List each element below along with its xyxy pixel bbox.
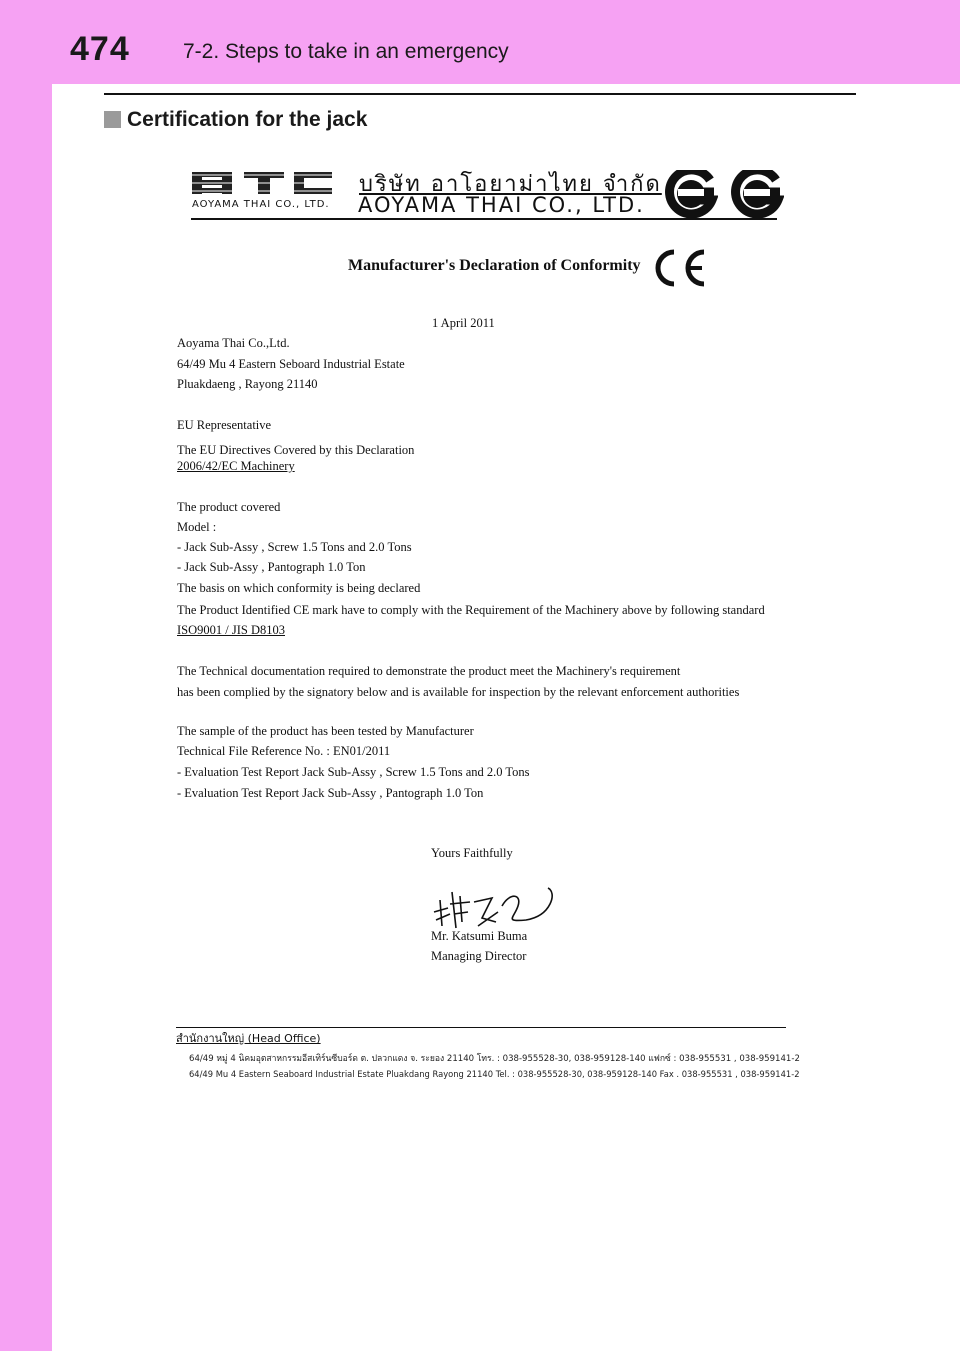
logo-subtitle: AOYAMA THAI CO., LTD. xyxy=(192,199,330,210)
eu-representative: EU Representative xyxy=(177,418,272,432)
tuv-certification-icon-2 xyxy=(730,170,784,218)
closing: Yours Faithfully xyxy=(431,846,513,860)
test-line: - Evaluation Test Report Jack Sub-Assy , Pantograph 1.0 Ton xyxy=(177,786,484,800)
test-line: - Evaluation Test Report Jack Sub-Assy , Screw 1.5 Tons and 2.0 Tons xyxy=(177,765,530,779)
product-label: The product covered xyxy=(177,500,281,514)
test-line: The sample of the product has been tested by Manufacturer xyxy=(177,724,474,738)
address-line: Aoyama Thai Co.,Ltd. xyxy=(177,336,290,350)
subheading xyxy=(104,108,367,132)
directives-label: The EU Directives Covered by this Declaration xyxy=(177,443,415,457)
standard-value: ISO9001 / JIS D8103 xyxy=(177,623,285,637)
tech-doc-line: The Technical documentation required to demonstrate the product meet the Machinery's requirement xyxy=(177,664,681,678)
letterhead-rule xyxy=(191,218,777,220)
signer-name: Mr. Katsumi Buma xyxy=(431,929,528,943)
requirement-text: The Product Identified CE mark have to comply with the Requirement of the Machinery above by following standard xyxy=(177,603,765,617)
company-english-name: AOYAMA THAI CO., LTD. xyxy=(358,193,645,217)
model-item: - Jack Sub-Assy , Screw 1.5 Tons and 2.0 Tons xyxy=(177,540,412,554)
tuv-certification-icon xyxy=(664,170,718,218)
bullet-square-icon xyxy=(104,111,121,128)
footer-address-english: 64/49 Mu 4 Eastern Seaboard Industrial Estate Pluakdang Rayong 21140 Tel. : 038-955528-30, 038-959128-140 Fax . 038-955531 , 038-959141-2 xyxy=(189,1070,800,1080)
signature-icon xyxy=(430,882,560,932)
declaration-title: Manufacturer's Declaration of Conformity xyxy=(348,257,641,274)
model-label: Model : xyxy=(177,520,217,534)
signer-title: Managing Director xyxy=(431,949,527,963)
address-line: 64/49 Mu 4 Eastern Seboard Industrial Estate xyxy=(177,357,405,371)
footer-head-office: สำนักงานใหญ่ (Head Office) xyxy=(176,1032,321,1045)
page-number: 474 xyxy=(70,30,130,68)
ce-mark-icon xyxy=(648,246,710,290)
model-item: - Jack Sub-Assy , Pantograph 1.0 Ton xyxy=(177,560,366,574)
margin-band xyxy=(0,84,52,1351)
section-title: 7-2. Steps to take in an emergency xyxy=(183,40,509,63)
footer-address-thai: 64/49 หมู่ 4 นิคมอุตสาหกรรมอีสเทิร์นซีบอร์ด ต. ปลวกแดง จ. ระยอง 21140 โทร. : 038-955528-30, 038-959128-140 แฟกซ์ : 038-955531 , 038-959141-2 xyxy=(189,1054,800,1064)
company-thai-name: บริษัท อาโอยาม่าไทย จำกัด xyxy=(359,172,662,197)
test-line: Technical File Reference No. : EN01/2011 xyxy=(177,744,391,758)
header-rule xyxy=(104,93,856,95)
declaration-date: 1 April 2011 xyxy=(432,316,495,330)
tech-doc-line: has been complied by the signatory below and is available for inspection by the relevant enforcement authorities xyxy=(177,685,740,699)
atc-logo-icon xyxy=(192,168,332,198)
footer-rule xyxy=(176,1027,786,1028)
conformity-basis: The basis on which conformity is being declared xyxy=(177,581,421,595)
subheading-text: Certification for the jack xyxy=(127,108,368,131)
directive-value: 2006/42/EC Machinery xyxy=(177,459,295,473)
address-line: Pluakdaeng , Rayong 21140 xyxy=(177,377,318,391)
